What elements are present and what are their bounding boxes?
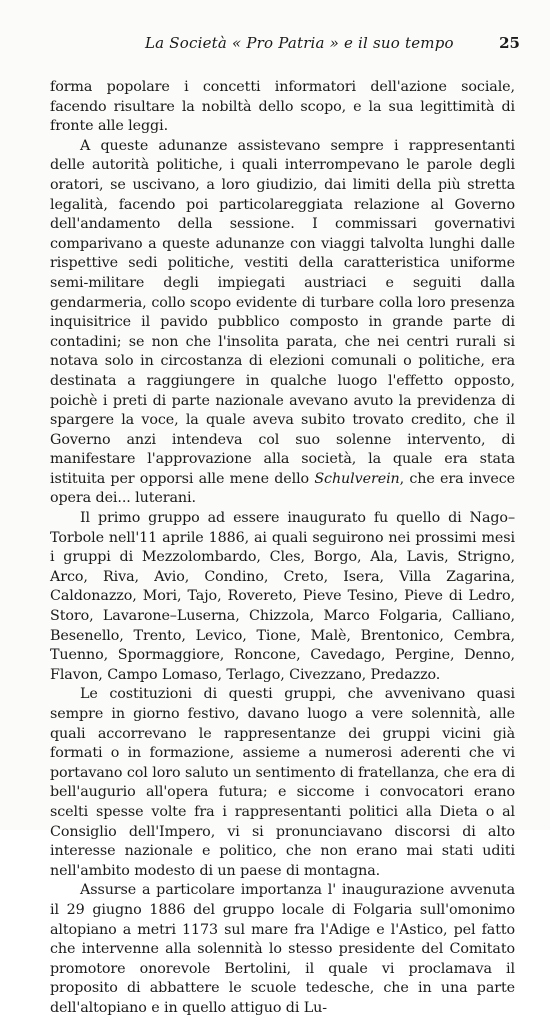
body-text	[50, 78, 515, 1019]
running-title: La Società « Pro Patria » e il suo tempo	[145, 34, 454, 52]
page-number: 25	[499, 34, 520, 52]
paragraph-continuation: forma popolare i concetti informatori dell'azione sociale, facendo risultare la nobiltà dello scopo, e la sua legittimità di fronte alle leggi.	[50, 79, 515, 135]
page-header	[50, 34, 520, 58]
paragraph-adunanze: A queste adunanze assistevano sempre i rappresentanti delle autorità politiche, i quali interrompevano le parole degli oratori, se uscivano, a loro giudizio, dai limiti della più stretta legalità, facendo poi particolareggiata relazione al Governo dell'andamento della sessione. I commissari governativi comparivano a queste adunanze con viaggi talvolta lunghi dalle rispettive sedi politiche, vestiti della caratteristica uniforme semi-militare degli impiegati austriaci e seguiti dalla gendarmeria, collo scopo evidente di turbare colla loro presenza inquisitrice il pavido pubblico composto in grande parte di contadini; se non che l'insolita parata, che nei centri rurali si notava solo in circostanza di elezioni comunali o politiche, era destinata a raggiungere in qualche luogo l'effetto opposto, poichè i preti di parte nazionale avevano avuto la previdenza di spargere la voce, la quale aveva subito trovato credito, che il Governo anzi intendeva col suo solenne intervento, di manifestare l'approvazione alla società, la quale era stata istituita per opporsi alle mene dello Schulverein, che era invece opera dei... luterani.	[50, 137, 515, 507]
paragraph-costituzioni: Le costituzioni di questi gruppi, che avvenivano quasi sempre in giorno festivo, davano luogo a vere solennità, alle quali accorrevano le rappresentanze dei gruppi vicini già formati o in formazione, assieme a numerosi aderenti che vi portavano col loro saluto un sentimento di fratellanza, che era di bell'augurio all'opera futura; e siccome i convocatori erano scelti spesse volte fra i rappresentanti politici alla Dieta o al Consiglio dell'Impero, vi si pronunciavano discorsi di alto interesse nazionale e politico, che non erano mai stati uditi nell'ambito modesto di un paese di montagna.	[50, 686, 515, 879]
italic-term: Schulverein	[314, 470, 400, 487]
paragraph-primo-gruppo: Il primo gruppo ad essere inaugurato fu quello di Nago–Torbole nell'11 aprile 1886, ai quali seguirono nei prossimi mesi i gruppi di Mezzolombardo, Cles, Borgo, Ala, Lavis, Strigno, Arco, Riva, Avio, Condino, Creto, Isera, Villa Zagarina, Caldonazzo, Mori, Tajo, Rovereto, Pieve Tesino, Pieve di Ledro, Storo, Lavarone–Luserna, Chizzola, Marco Folgaria, Calliano, Besenello, Trento, Levico, Tione, Malè, Brentonico, Cembra, Tuenno, Spormaggiore, Roncone, Cavedago, Pergine, Denno, Flavon, Campo Lomaso, Terlago, Civezzano, Predazzo.	[50, 510, 515, 683]
paragraph-folgaria: Assurse a particolare importanza l' inaugurazione avvenuta il 29 giugno 1886 del gruppo locale di Folgaria sull'omonimo altopiano a metri 1173 sul mare fra l'Adige e l'Astico, pel fatto che intervenne alla solennità lo stesso presidente del Comitato promotore onorevole Bertolini, il quale vi proclamava il proposito di abbattere le scuole tedesche, che in una parte dell'altopiano e in quello attiguo di Lu-	[50, 882, 515, 1016]
